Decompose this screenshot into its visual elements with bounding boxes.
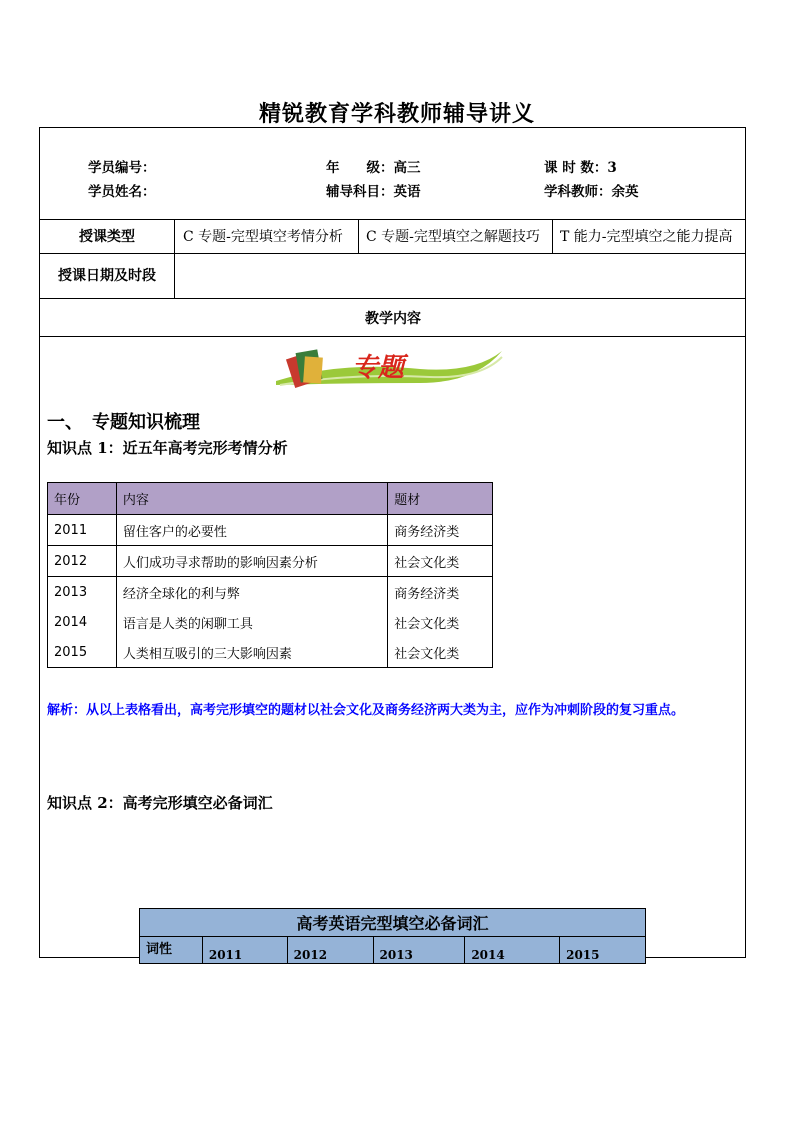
divider [358,219,359,253]
section-title: 一、 专题知识梳理 [47,412,200,433]
table-cell: 社会文化类 [388,546,493,577]
table-cell: 经济全球化的利与弊 [116,577,387,608]
subject-label: 辅导科目： [326,184,394,200]
table-row [48,546,493,577]
subject-value: 英语 [393,184,421,200]
table-cell: 商务经济类 [388,515,493,546]
course-type-item: C 专题-完型填空之解题技巧 [366,229,540,245]
banner-text: 专题 [352,353,405,383]
table-cell: 人类相互吸引的三大影响因素 [116,637,387,668]
vocab-header-cell: 2012 [287,937,373,964]
course-type-label: 授课类型 [79,229,135,245]
date-label: 授课日期及时段 [58,268,156,284]
vocab-header-cell: 2011 [202,937,287,964]
teacher-value: 余英 [611,184,639,200]
content-header: 教学内容 [365,311,421,327]
table-row [48,607,493,637]
table-cell: 商务经济类 [388,577,493,608]
knowledge-point-1: 知识点 1：近五年高考完形考情分析 [47,439,288,457]
table-header-cell: 题材 [388,483,493,515]
table-header-cell: 年份 [48,483,117,515]
table-cell: 社会文化类 [388,637,493,668]
teacher-field [544,180,639,200]
lessons-label: 课 时 数： [544,160,608,176]
grade-label: 年 级： [326,160,394,176]
divider [39,336,746,337]
topic-banner [270,343,505,395]
vocab-title-row [140,909,646,937]
table-cell: 2011 [48,515,117,546]
document-title: 精锐教育学科教师辅导讲义 [258,101,535,127]
table-cell: 2014 [48,607,117,637]
table-cell: 2012 [48,546,117,577]
divider [174,219,175,298]
table-row [48,515,493,546]
table-cell: 留住客户的必要性 [116,515,387,546]
student-name-label: 学员姓名： [88,184,156,200]
course-type-item: C 专题-完型填空考情分析 [183,229,343,245]
subject-field [326,180,421,200]
table-cell: 社会文化类 [388,607,493,637]
table-header-row [48,483,493,515]
grade-value: 高三 [393,160,421,176]
vocab-header-row [140,937,646,964]
vocab-table [139,908,646,964]
course-type-item: T 能力-完型填空之能力提高 [560,229,733,245]
knowledge-point-2: 知识点 2：高考完形填空必备词汇 [47,794,273,812]
lessons-field [544,156,617,176]
table-cell: 语言是人类的闲聊工具 [116,607,387,637]
table-row [48,637,493,668]
teacher-label: 学科教师： [544,184,612,200]
vocab-header-cell: 词性 [140,937,203,964]
table-cell: 2013 [48,577,117,608]
vocab-header-cell: 2014 [465,937,560,964]
table-cell: 人们成功寻求帮助的影响因素分析 [116,546,387,577]
table-cell: 2015 [48,637,117,668]
vocab-table-title: 高考英语完型填空必备词汇 [140,909,646,937]
lessons-value: 3 [607,160,617,176]
table-header-cell: 内容 [116,483,387,515]
vocab-header-cell: 2013 [373,937,465,964]
table-row [48,577,493,608]
exam-analysis-table [47,482,493,668]
student-id-label: 学员编号： [88,160,156,176]
analysis-note: 解析：从以上表格看出，高考完形填空的题材以社会文化及商务经济两大类为主，应作为冲刺阶段的复习重点。 [47,703,685,718]
grade-field [326,156,421,176]
vocab-header-cell: 2015 [560,937,646,964]
divider [552,219,553,253]
